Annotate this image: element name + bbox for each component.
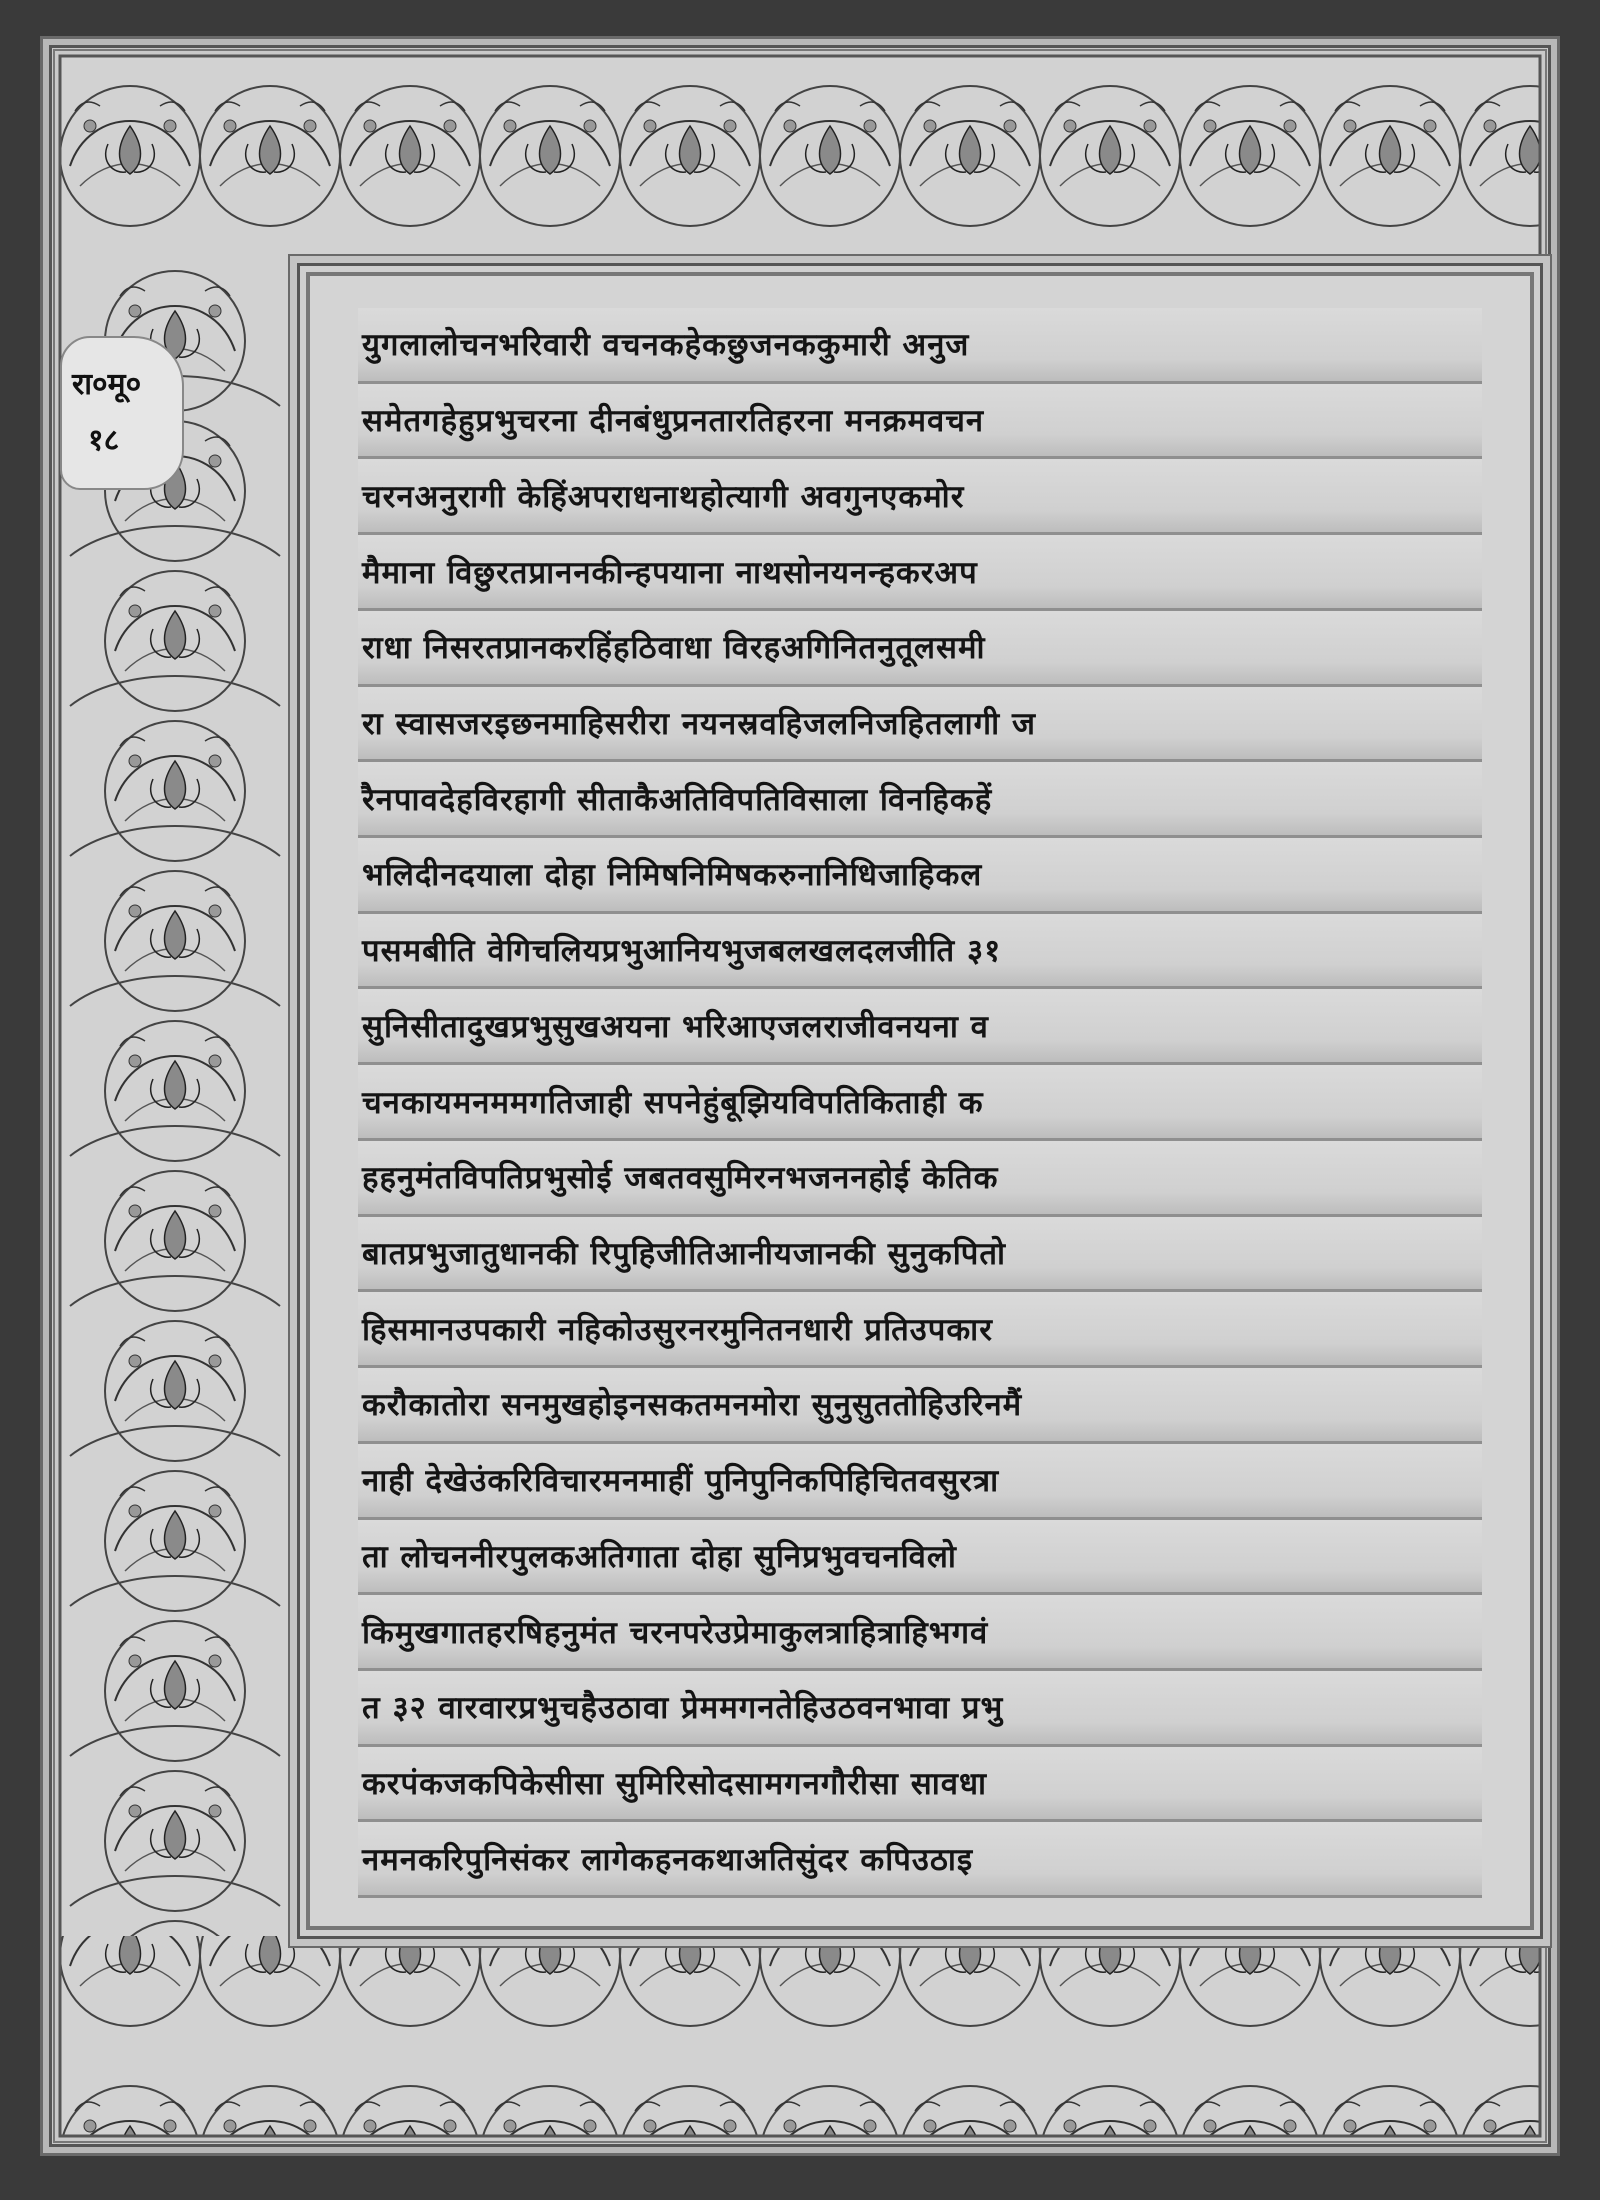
text-line: बातप्रभुजातुधानकी रिपुहिजीतिआनीयजानकी सुनुकपितो: [358, 1217, 1482, 1293]
manuscript-text: [358, 308, 1482, 1898]
manuscript-page: [40, 36, 1560, 2156]
text-line: हहनुमंतविपतिप्रभुसोई जबतवसुमिरनभजननहोई केतिक: [358, 1141, 1482, 1217]
text-line: करपंकजकपिकेसीसा सुमिरिसोदसामगनगौरीसा सावधा: [358, 1747, 1482, 1823]
text-line: ता लोचननीरपुलकअतिगाता दोहा सुनिप्रभुवचनविलो: [358, 1520, 1482, 1596]
text-line: त ३२ वारवारप्रभुचहैउठावा प्रेममगनतेहिउठवनभावा प्रभु: [358, 1671, 1482, 1747]
text-line: नमनकरिपुनिसंकर लागेकहनकथाअतिसुंदर कपिउठाइ: [358, 1822, 1482, 1898]
text-line: रैनपावदेहविरहागी सीताकैअतिविपतिविसाला विनहिकहें: [358, 762, 1482, 838]
text-line: राधा निसरतप्रानकरहिंहठिवाधा विरहअगिनितनुतूलसमी: [358, 611, 1482, 687]
folio-book: रा०मू०: [72, 367, 142, 402]
text-line: भलिदीनदयाला दोहा निमिषनिमिषकरुनानिधिजाहिकल: [358, 838, 1482, 914]
text-panel: [310, 276, 1530, 1926]
text-line: चरनअनुरागी केहिंअपराधनाथहोत्यागी अवगुनएकमोर: [358, 459, 1482, 535]
text-line: रा स्वासजरइछनमाहिसरीरा नयनस्रवहिजलनिजहितलागी ज: [358, 687, 1482, 763]
folio-label: [60, 336, 184, 490]
text-line: हिसमानउपकारी नहिकोउसुरनरमुनितनधारी प्रतिउपकार: [358, 1292, 1482, 1368]
text-line: युगलालोचनभरिवारी वचनकहेकछुजनककुमारी अनुज: [358, 308, 1482, 384]
folio-number: १८: [88, 423, 120, 458]
text-line: मैमाना विछुरतप्राननकीन्हपयाना नाथसोनयनन्हकरअप: [358, 535, 1482, 611]
text-line: चनकायमनममगतिजाही सपनेहुंबूझियविपतिकिताही क: [358, 1065, 1482, 1141]
text-line: पसमबीति वेगिचलियप्रभुआनियभुजबलखलदलजीति ३१: [358, 914, 1482, 990]
text-line: नाही देखेउंकरिविचारमनमाहीं पुनिपुनिकपिहिचितवसुरत्रा: [358, 1444, 1482, 1520]
text-line: सुनिसीतादुखप्रभुसुखअयना भरिआएजलराजीवनयना व: [358, 989, 1482, 1065]
text-line: करौकातोरा सनमुखहोइनसकतमनमोरा सुनुसुततोहिउरिनमैं: [358, 1368, 1482, 1444]
text-line: समेतगहेहुप्रभुचरना दीनबंधुप्रनतारतिहरना मनक्रमवचन: [358, 384, 1482, 460]
text-line: किमुखगातहरषिहनुमंत चरनपरेउप्रेमाकुलत्राहित्राहिभगवं: [358, 1595, 1482, 1671]
